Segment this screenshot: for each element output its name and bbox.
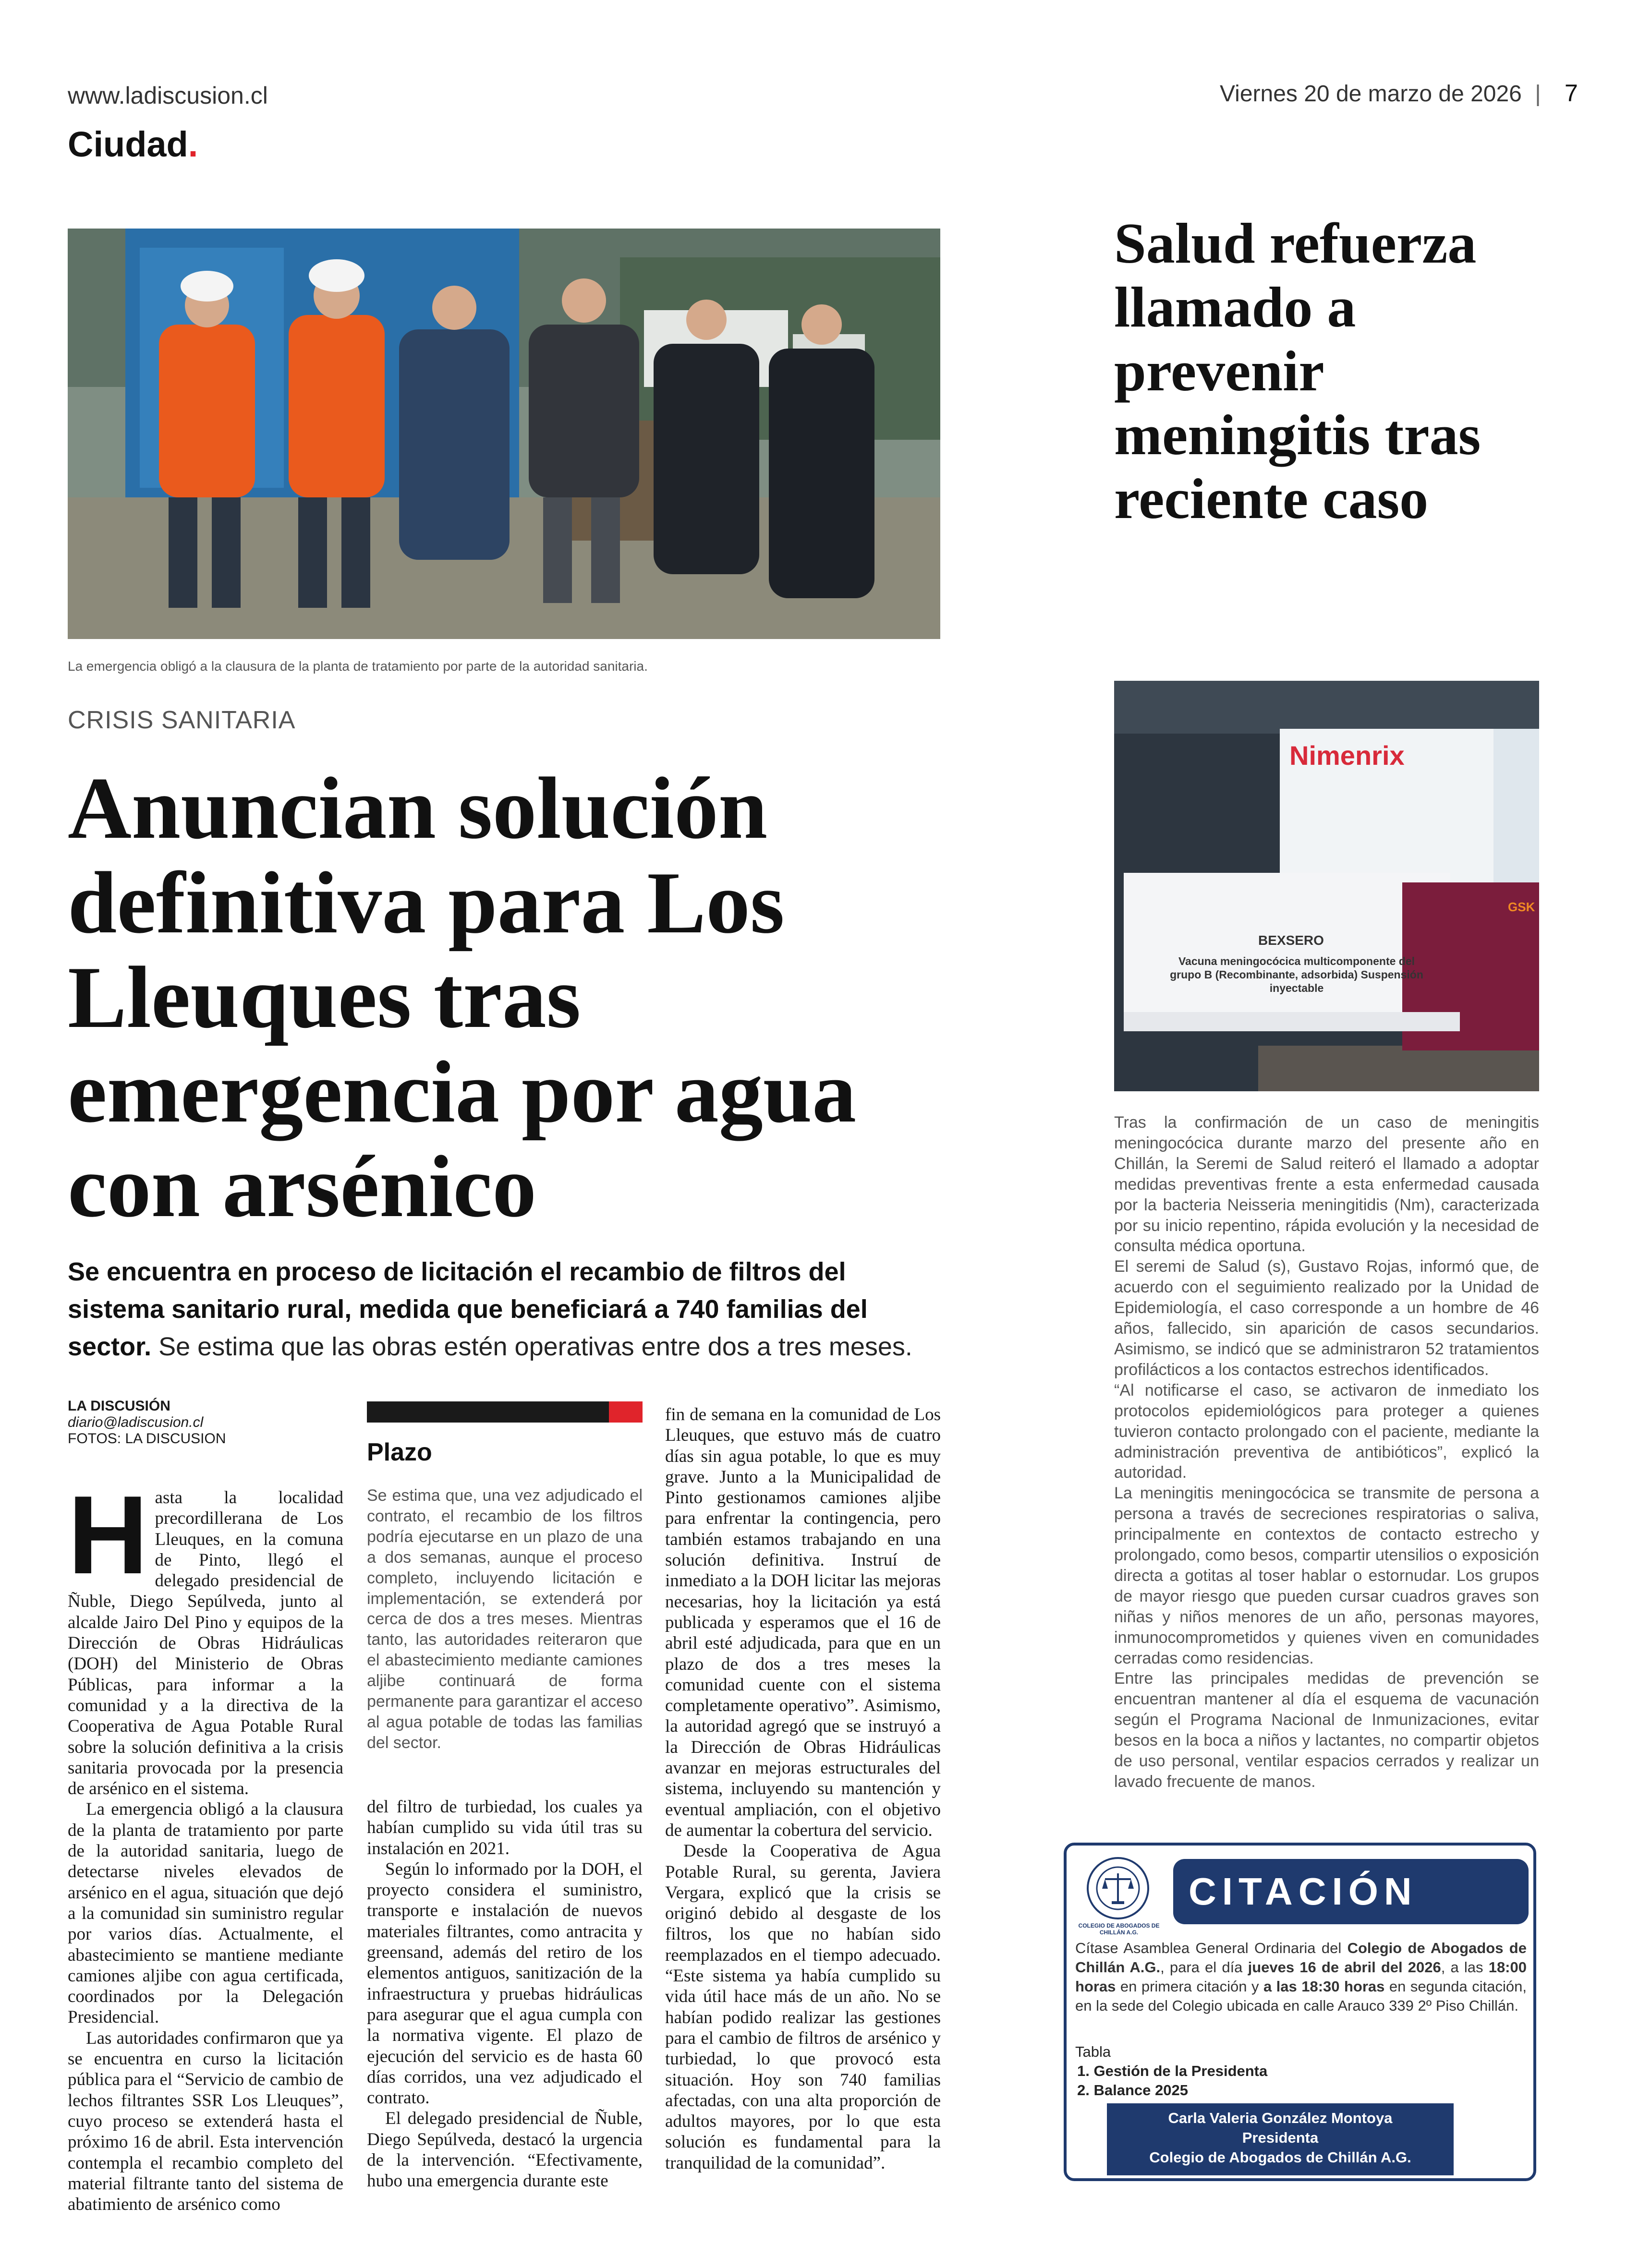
citation-logo [1087, 1857, 1149, 1919]
main-photo [68, 229, 940, 639]
agenda-label: Tabla [1075, 2043, 1111, 2060]
page-number: 7 [1565, 80, 1578, 107]
citation-text [1075, 1939, 1527, 2015]
paragraph-5: Según lo informado por la DOH, el proyecto considera el suministro, transporte e instalación de nuevos materiales filtrantes, como antracita y greensand, además del retiro de los elementos antiguos, sanitización de la infraestructura y pruebas hidráulicas para asegurar que el agua cumpla con la normativa vigente. El plazo de ejecución del servicio es de hasta 60 días corridos, una vez adjudicado el contrato. [367, 1859, 643, 2108]
paragraph-8: Desde la Cooperativa de Agua Potable Rural, su gerenta, Javiera Vergara, explicó que la crisis se originó debido al desgaste de los filtros, los que no habían sido reemplazados en el tiempo adecuado. “Este sistema ya había cumplido su vida útil hace más de un año. No se habían podido realizar las gestiones para el cambio de filtros de arsénico y turbiedad, lo que provocó esta situación. Hoy son 740 familias afectadas, con una alta proporción de adultos mayores, por lo que esta solución es fundamental para la tranquilidad de la comunidad”. [665, 1841, 941, 2173]
side-paragraph-3: “Al notificarse el caso, se activaron de inmediato los protocolos epidemiológicos para proteger a quienes tuvieron contacto prolongado con el paciente, mediante la administración preventiva de antibióticos”, explicó la autoridad. [1114, 1381, 1539, 1482]
bexsero-label: BEXSERO [1258, 933, 1324, 948]
drop-cap: H [68, 1473, 148, 1597]
main-body-col2 [367, 1797, 643, 2192]
vaccine-photo [1114, 681, 1539, 1091]
citation-signature [1107, 2103, 1454, 2175]
section-name [68, 124, 198, 165]
citation-t9: en segunda citación, en la sede del Colegio ubicada en calle Arauco 339 2º Piso Chillán. [1075, 1978, 1527, 2014]
paragraph-7: fin de semana en la comunidad de Los Lleuques, que estuvo más de cuatro días sin agua potable, lo que es muy grave. Junto a la Municipalidad de Pinto gestionamos camiones aljibe para enfrentar la contingencia, pero también estamos trabajando en una solución definitiva. Instruí de inmediato a la DOH licitar las mejoras necesarias, hoy la licitación ya está publicada y esperamos que el 16 de abril esté adjudicada, para que en un plazo de dos a tres meses la comunidad cuente con el sistema completamente operativo”. Asimismo, la autoridad agregó que se instruyó a la Dirección de Obras Hidráulicas avanzar en mejoras estructurales del sistema, incluyendo su mantención y eventual ampliación, con el objetivo de aumentar la cobertura del servicio. [665, 1405, 941, 1840]
main-body-col3 [665, 1404, 941, 2173]
plazo-box-accent [609, 1401, 643, 1423]
paragraph-2: La emergencia obligó a la clausura de la planta de tratamiento por parte de la autoridad sanitaria, luego de detectarse niveles elevados de arsénico en el agua, situación que dejó a la comunidad sin suministro regular por varios días. Actualmente, el abastecimiento se mantiene mediante camiones aljibe con agua certificada, coordinados por la Delegación Presidencial. [68, 1799, 343, 2027]
citation-t5: , a las [1441, 1959, 1489, 1976]
signer-org: Colegio de Abogados de Chillán A.G. [1149, 2149, 1411, 2166]
plazo-box-title: Plazo [367, 1438, 432, 1466]
section-dot: . [188, 124, 198, 164]
date-text: Viernes 20 de marzo de 2026 [1220, 81, 1522, 107]
main-photo-image [68, 229, 940, 639]
plazo-box-text: Se estima que, una vez adjudicado el contrato, el recambio de los filtros podría ejecutarse en un plazo de una a dos semanas, aunque el proceso completo, incluyendo licitación e implementación, se extenderá por cerca de dos a tres meses. Mientras tanto, las autoridades reiteraron que el abastecimiento mediante camiones aljibe continuará de forma permanente para garantizar el acceso al agua potable de todas las familias del sector. [367, 1486, 643, 1752]
paragraph-1 [68, 1473, 343, 1799]
agenda-item-1: 1. Gestión de la Presidenta [1077, 2063, 1268, 2079]
side-headline: Salud refuerza llamado a prevenir meningitis tras reciente caso [1114, 211, 1481, 531]
section-label: Ciudad [68, 124, 188, 164]
issue-date [1220, 79, 1578, 107]
citation-agenda [1075, 2042, 1267, 2100]
paragraph-1-text: asta la localidad precordillerana de Los Lleuques, en la comuna de Pinto, llegó el delegado presidencial de Ñuble, Diego Sepúlveda, junto al alcalde Jairo Del Pino y equipos de la Dirección de Obras Hidráulicas (DOH) del Ministerio de Obras Públicas, para informar a la comunidad y a la directiva de la Cooperativa de Agua Potable Rural sobre la solución definitiva a la crisis sanitaria provocada por la presencia de arsénico en el sistema. [68, 1488, 343, 1799]
paragraph-6: El delegado presidencial de Ñuble, Diego Sepúlveda, destacó la urgencia de la intervención. “Efectivamente, hubo una emergencia durante este [367, 2109, 643, 2191]
signer-name: Carla Valeria González Montoya [1168, 2110, 1393, 2126]
citation-title-bar [1173, 1859, 1529, 1924]
side-body [1114, 1112, 1539, 1792]
citation-logo-text: COLEGIO DE ABOGADOS DE CHILLÁN A.G. [1078, 1922, 1160, 1936]
side-paragraph-5: Entre las principales medidas de prevención se encuentran mantener al día el esquema de vacunación según el Programa Nacional de Inmunizaciones, evitar besos en la boca a niños y lactantes, no compartir objetos de uso personal, ventilar espacios cerrados y realizar un lavado frecuente de manos. [1114, 1669, 1539, 1791]
citation-title: CITACIÓN [1189, 1870, 1418, 1913]
lead-rest: Se estima que las obras estén operativas entre dos a tres meses. [151, 1332, 912, 1361]
citation-t7: en primera citación y [1116, 1978, 1263, 1995]
header-separator: | [1535, 81, 1541, 107]
bexsero-desc: Vacuna meningocócica multicomponente del grupo B (Recombinante, adsorbida) Suspensión inyectable [1170, 955, 1423, 994]
website-url[interactable]: www.ladiscusion.cl [68, 82, 268, 109]
main-photo-caption: La emergencia obligó a la clausura de la planta de tratamiento por parte de la autoridad sanitaria. [68, 659, 648, 674]
citation-t1: Cítase Asamblea General Ordinaria del [1075, 1940, 1348, 1956]
citation-t4: jueves 16 de abril del 2026 [1248, 1959, 1441, 1976]
article-lead [68, 1253, 932, 1365]
signer-role: Presidenta [1242, 2129, 1319, 2146]
byline-email[interactable]: diario@ladiscusion.cl [68, 1414, 204, 1430]
gsk-label: GSK [1508, 900, 1535, 914]
side-paragraph-4: La meningitis meningocócica se transmite de persona a persona a través de secreciones respiratorias o saliva, principalmente en contextos de contacto estrecho y prolongado, como besos, compartir utensilios o exposición directa a gotitas al toser hablar o estornudar. Los grupos de mayor riesgo que pueden cursar cuadros graves son niñas y niños menores de un año, personas mayores, inmunocomprometidos y quienes viven en comunidades cerradas como residencias. [1114, 1484, 1539, 1667]
lead-bold: Se encuentra en proceso de licitación el recambio de filtros del sistema sanitario rural, medida que beneficiará a 740 familias del sector. [68, 1257, 868, 1361]
byline-name: LA DISCUSIÓN [68, 1398, 170, 1414]
side-paragraph-2: El seremi de Salud (s), Gustavo Rojas, informó que, de acuerdo con el seguimiento realizado por la Unidad de Epidemiología, el caso corresponde a un hombre de 46 años, fallecido, sin aparición de casos secundarios. Asimismo, se indicó que se administraron 52 tratamientos profilácticos a los contactos estrechos identificados. [1114, 1257, 1539, 1379]
byline-photos: FOTOS: LA DISCUSION [68, 1431, 226, 1447]
plazo-box-rule [367, 1401, 643, 1423]
vaccine-photo-image [1114, 681, 1539, 1091]
agenda-item-2: 2. Balance 2025 [1077, 2082, 1188, 2099]
byline [68, 1398, 226, 1447]
scales-icon [1089, 1859, 1147, 1918]
main-headline: Anuncian solución definitiva para Los Lleuques tras emergencia por agua con arsénico [68, 759, 857, 1235]
side-paragraph-1: Tras la confirmación de un caso de meningitis meningocócica durante marzo del presente año en Chillán, la Seremi de Salud reiteró el llamado a adoptar medidas preventivas frente a esta enfermedad causada por la bacteria Neisseria meningitidis (Nm), caracterizada por su inicio repentino, rápida evolución y la necesidad de consulta médica oportuna. [1114, 1113, 1539, 1255]
nimenrix-label: Nimenrix [1289, 740, 1405, 771]
citation-t6: 18:00 horas [1075, 1959, 1527, 1995]
citation-t3: , para el día [1160, 1959, 1248, 1976]
citation-ad [1064, 1843, 1536, 2181]
paragraph-4: del filtro de turbiedad, los cuales ya habían cumplido su vida útil tras su instalación en 2021. [367, 1797, 643, 1858]
citation-t2: Colegio de Abogados de Chillán A.G. [1075, 1940, 1527, 1976]
paragraph-3: Las autoridades confirmaron que ya se encuentra en curso la licitación pública para el “Servicio de cambio de lechos filtrantes SSR Los Lleuques”, cuyo proceso se extenderá hasta el próximo 16 de abril. Esta intervención contempla el recambio completo del material filtrante tanto del sistema de abatimiento de arsénico como [68, 2028, 343, 2215]
main-body-col1 [68, 1473, 343, 2215]
citation-t8: a las 18:30 horas [1263, 1978, 1385, 1995]
article-kicker: CRISIS SANITARIA [68, 706, 296, 734]
